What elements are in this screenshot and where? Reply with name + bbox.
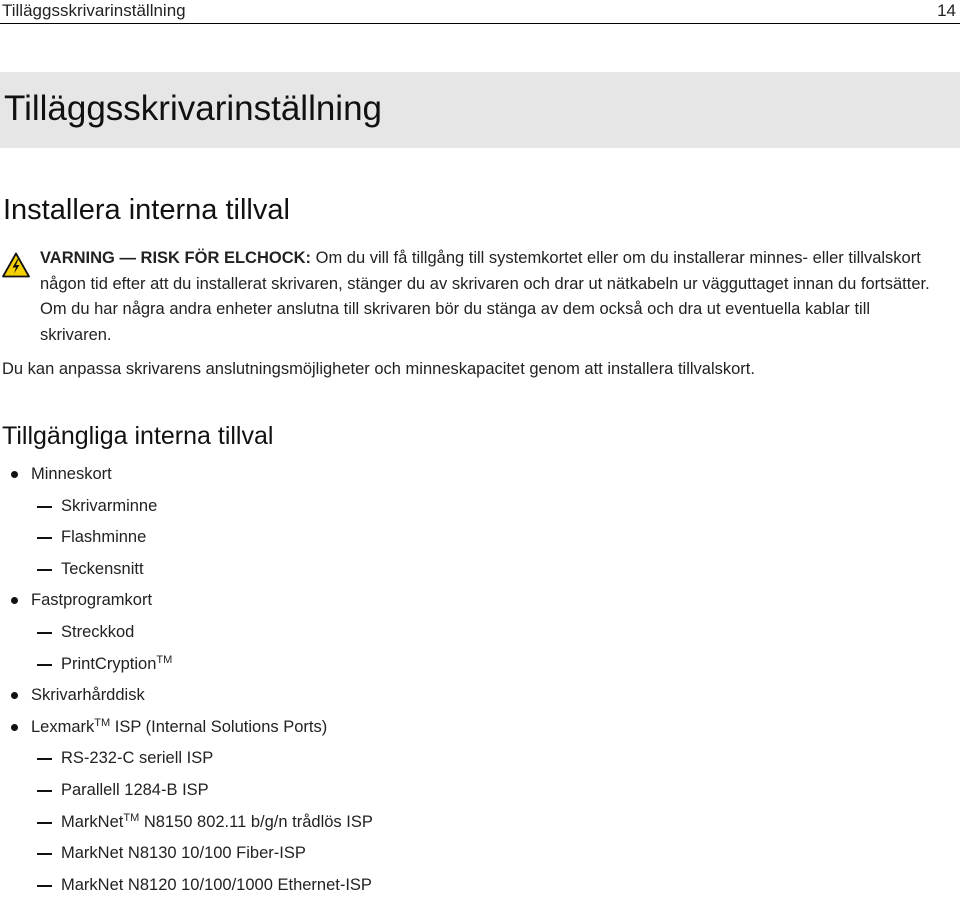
warning-text (40, 246, 940, 348)
dash-icon (37, 632, 52, 634)
list-item-text: Lexmark (31, 717, 95, 736)
subsection-title: Tillgängliga interna tillval (2, 422, 274, 450)
list-item (0, 459, 950, 491)
list-item-text: Minneskort (31, 465, 112, 483)
list-item-text: MarkNet N8130 10/100 Fiber-ISP (61, 844, 306, 863)
sub-list-item (0, 775, 950, 807)
bullet-icon (11, 724, 18, 731)
dash-icon (37, 885, 52, 887)
intro-paragraph: Du kan anpassa skrivarens anslutningsmöjligheter och minneskapacitet genom att installera tillvalskort. (2, 360, 755, 378)
list-item-text: Fastprogramkort (31, 591, 153, 610)
list-item-text: PrintCryption (61, 654, 157, 673)
warning-body: Om du vill få tillgång till systemkortet eller om du installerar minnes- eller tillvalskort någon tid efter att du installerat skrivaren, stänger du av skrivaren och drar ut nätkabeln ur vägguttaget innan du fortsätter. Om du har några andra enheter anslutna till skrivaren bör du stänga av dem också och dra ut eventuella kablar till skrivaren. (40, 249, 930, 344)
trademark-mark: TM (123, 811, 140, 824)
dash-icon (37, 664, 52, 666)
list-item-text: Teckensnitt (61, 559, 144, 578)
list-item-text: Flashminne (61, 528, 147, 547)
chapter-title: Tilläggsskrivarinställning (4, 89, 383, 128)
section-title: Installera interna tillval (3, 194, 290, 226)
bullet-icon (11, 597, 18, 604)
list-item-text-rest: ISP (Internal Solutions Ports) (110, 717, 328, 736)
list-item-text: RS-232-C seriell ISP (61, 749, 214, 768)
sub-list-item (0, 554, 950, 586)
running-header-title: Tilläggsskrivarinställning (2, 1, 186, 20)
list-item-text: Skrivarminne (61, 496, 158, 515)
dash-icon (37, 853, 52, 855)
dash-icon (37, 822, 52, 824)
list-item-text: Streckkod (61, 622, 135, 641)
sub-list-item (0, 743, 950, 775)
warning-label: VARNING — RISK FÖR ELCHOCK: (40, 249, 312, 267)
header-rule (0, 23, 960, 24)
bullet-icon (11, 692, 18, 699)
sub-list-item (0, 838, 950, 870)
sub-list-item (0, 649, 950, 681)
list-item-text: MarkNet N8120 10/100/1000 Ethernet-ISP (61, 875, 372, 894)
list-item-text: Parallell 1284-B ISP (61, 780, 209, 799)
sub-list-item (0, 807, 950, 839)
dash-icon (37, 537, 52, 539)
sub-list-item (0, 617, 950, 649)
dash-icon (37, 790, 52, 792)
list-item (0, 712, 950, 744)
sub-list-item (0, 870, 950, 901)
list-item-text: MarkNet (61, 812, 124, 831)
dash-icon (37, 758, 52, 760)
electric-shock-warning-icon (2, 252, 30, 278)
running-header (0, 0, 960, 24)
dash-icon (37, 569, 52, 571)
sub-list-item (0, 491, 950, 523)
sub-list-item (0, 522, 950, 554)
list-item (0, 680, 950, 712)
list-item (0, 585, 950, 617)
bullet-icon (11, 471, 18, 478)
dash-icon (37, 506, 52, 508)
options-list (0, 459, 950, 901)
list-item-text-rest: N8150 802.11 b/g/n trådlös ISP (139, 812, 373, 831)
trademark-mark: TM (94, 716, 111, 729)
page-number: 14 (937, 1, 956, 20)
trademark-mark: TM (156, 653, 173, 666)
list-item-text: Skrivarhårddisk (31, 686, 145, 705)
